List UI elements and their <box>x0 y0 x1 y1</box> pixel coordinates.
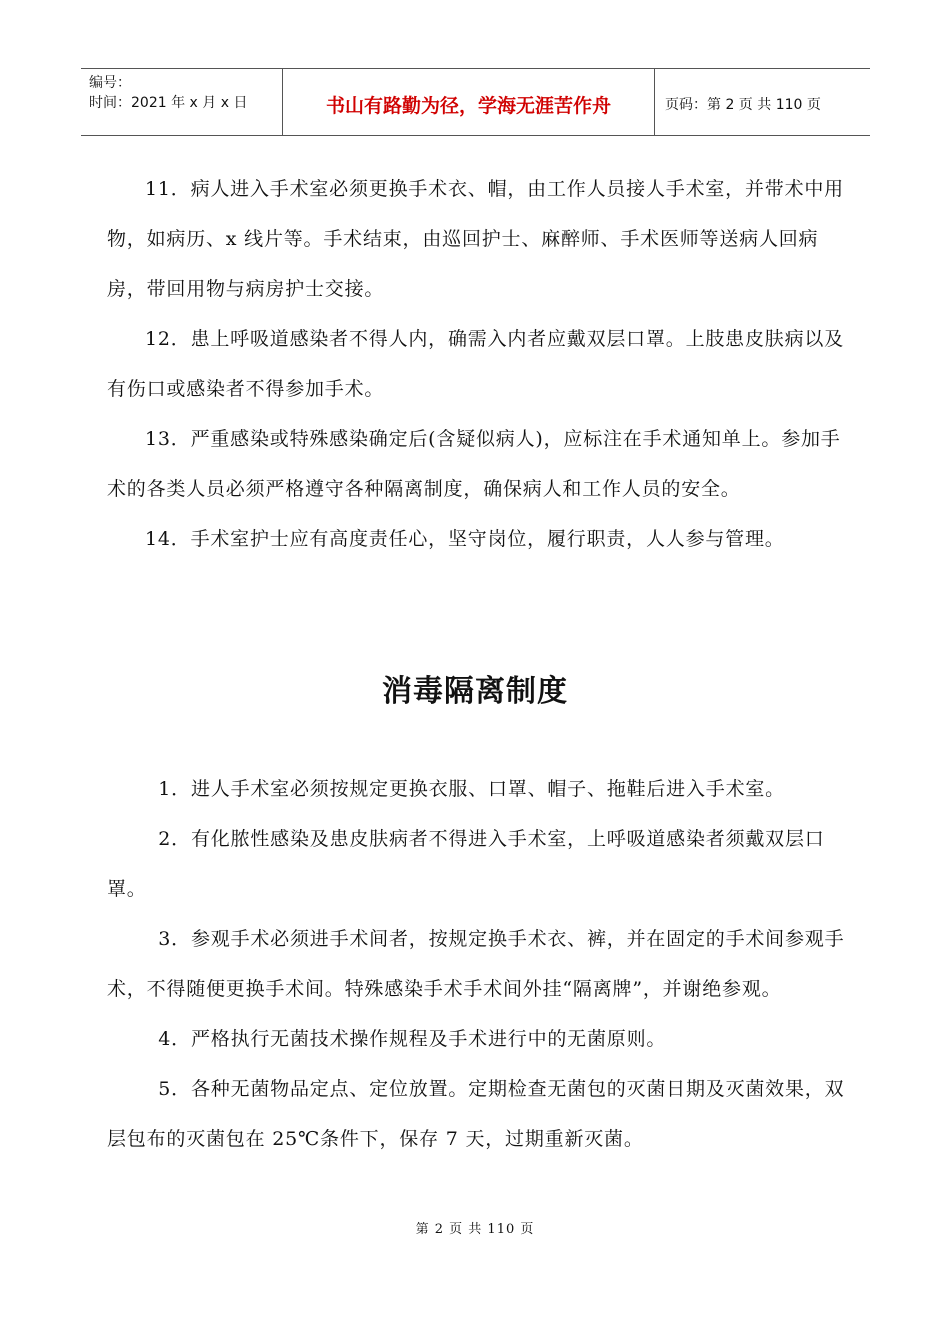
disinfection-rule-3: 3．参观手术必须进手术间者，按规定换手术衣、裤，并在固定的手术间参观手术，不得随便更换手术间。特殊感染手术手术间外挂“隔离牌”，并谢绝参观。 <box>107 928 845 1000</box>
disinfection-rule-5: 5．各种无菌物品定点、定位放置。定期检查无菌包的灭菌日期及灭菌效果，双层包布的灭菌包在 25℃条件下，保存 7 天，过期重新灭菌。 <box>107 1078 845 1150</box>
document-header <box>81 68 870 136</box>
rule-paragraph-11: 11．病人进入手术室必须更换手术衣、帽，由工作人员接人手术室，并带术中用物，如病历、x 线片等。手术结束，由巡回护士、麻醉师、手术医师等送病人回病房，带回用物与病房护士交接。 <box>107 178 844 300</box>
rule-paragraph-13: 13．严重感染或特殊感染确定后(含疑似病人)，应标注在手术通知单上。参加手术的各类人员必须严格遵守各种隔离制度，确保病人和工作人员的安全。 <box>107 428 841 500</box>
number-label: 编号： <box>89 75 131 91</box>
header-motto: 书山有路勤为径，学海无涯苦作舟 <box>283 69 655 135</box>
rule-paragraph-14: 14．手术室护士应有高度责任心，坚守岗位，履行职责，人人参与管理。 <box>145 528 785 550</box>
page-footer: 第 2 页 共 110 页 <box>415 1222 535 1237</box>
date-label: 时间：2021 年 x 月 x 日 <box>89 95 248 111</box>
disinfection-rules-section <box>107 764 857 1164</box>
section-title: 消毒隔离制度 <box>382 674 568 709</box>
rule-paragraph-12: 12．患上呼吸道感染者不得人内，确需入内者应戴双层口罩。上肢患皮肤病以及有伤口或感染者不得参加手术。 <box>107 328 844 400</box>
header-page-info: 页码：第 2 页 共 110 页 <box>665 97 821 113</box>
header-meta-cell <box>81 69 283 135</box>
disinfection-rule-1: 1．进人手术室必须按规定更换衣服、口罩、帽子、拖鞋后进入手术室。 <box>158 778 785 800</box>
rules-continued-section <box>107 164 857 564</box>
disinfection-rule-4: 4．严格执行无菌技术操作规程及手术进行中的无菌原则。 <box>158 1028 667 1050</box>
disinfection-rule-2: 2．有化脓性感染及患皮肤病者不得进入手术室，上呼吸道感染者须戴双层口罩。 <box>107 828 825 900</box>
